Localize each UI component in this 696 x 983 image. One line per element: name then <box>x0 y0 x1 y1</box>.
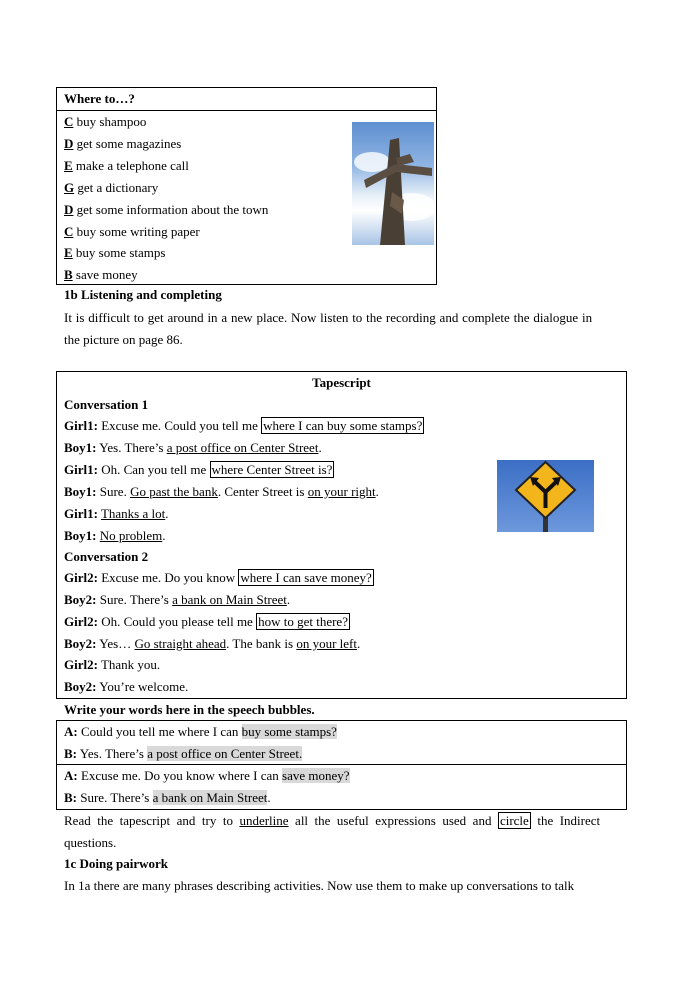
speaker-label: Boy1: <box>64 440 97 455</box>
answer-letter: C <box>64 223 74 239</box>
answer-field: buy some stamps? <box>241 724 337 739</box>
tapescript-line-7: Girl2: Excuse me. Do you know where I can save money? <box>64 570 372 585</box>
tapescript-line-11: Girl2: Thank you. <box>64 657 161 672</box>
section-1b-text-2: the picture on page 86. <box>64 332 183 347</box>
indirect-question: where Center Street is? <box>211 462 333 477</box>
section-1b-text-1: It is difficult to get around in a new place. Now listen to the recording and complete the dialogue in <box>64 310 593 325</box>
where-to-title: Where to…? <box>64 91 135 106</box>
where-to-item <box>64 224 200 240</box>
place-activity: buy shampoo <box>76 114 147 129</box>
signpost-icon <box>352 122 434 245</box>
place-activity: save money <box>75 267 138 283</box>
tapescript-line-3: Girl1: Oh. Can you tell me where Center Street is? <box>64 462 333 477</box>
signpost-photo <box>352 122 434 245</box>
speaker-label: Boy2: <box>64 636 97 651</box>
section-1b-heading: 1b Listening and completing <box>64 287 222 302</box>
instruction-line-2: questions. <box>64 835 117 850</box>
place-activity: get some magazines <box>76 135 182 151</box>
conversation-2-heading: Conversation 2 <box>64 549 149 564</box>
speaker-label: Boy2: <box>64 592 97 607</box>
where-to-item <box>64 267 138 283</box>
indirect-question: how to get there? <box>258 614 348 629</box>
answer-letter: D <box>64 135 74 151</box>
instruction-line-1: Read the tapescript and try to underline all the useful expressions used and circle the Indirect <box>64 813 601 828</box>
tapescript-title: Tapescript <box>312 375 371 390</box>
speaker-label: Girl1: <box>64 462 98 477</box>
section-1c-text-1: In 1a there are many phrases describing activities. Now use them to make up conversations to talk <box>64 878 575 893</box>
answer-letter: E <box>64 157 73 173</box>
answer-field: a bank on Main Street <box>152 790 268 805</box>
speaker-label: Girl2: <box>64 657 98 672</box>
tapescript-line-1: Girl1: Excuse me. Could you tell me where I can buy some stamps? <box>64 418 423 433</box>
fork-arrow-sign-icon <box>497 460 594 532</box>
speaker-label: Girl1: <box>64 418 98 433</box>
answer-letter: C <box>64 114 74 129</box>
tapescript-line-5: Girl1: Thanks a lot. <box>64 506 169 521</box>
where-to-item <box>64 180 158 196</box>
speaker-label: Girl2: <box>64 614 98 629</box>
where-to-item <box>64 114 146 130</box>
place-activity: make a telephone call <box>75 157 189 173</box>
answer-letter: D <box>64 201 74 217</box>
speaker-label: Boy1: <box>64 484 97 499</box>
indirect-question: where I can buy some stamps? <box>263 418 423 433</box>
place-activity: get a dictionary <box>77 179 159 195</box>
where-to-item <box>64 136 181 152</box>
speech-heading: Write your words here in the speech bubbles. <box>64 702 315 717</box>
where-to-item <box>64 245 165 261</box>
section-1c-heading: 1c Doing pairwork <box>64 856 168 871</box>
tapescript-line-6: Boy1: No problem. <box>64 528 166 543</box>
road-sign-photo <box>497 460 594 532</box>
speech-table-divider <box>56 764 627 765</box>
answer-letter: B <box>64 267 73 283</box>
tapescript-line-2: Boy1: Yes. There’s a post office on Center Street. <box>64 440 322 455</box>
tapescript-line-12: Boy2: You’re welcome. <box>64 679 189 694</box>
speech-row-4: B: Sure. There’s a bank on Main Street. <box>64 790 271 805</box>
answer-field: save money? <box>282 768 350 783</box>
speech-row-1: A: Could you tell me where I can buy some stamps? <box>64 724 337 739</box>
tapescript-line-10: Boy2: Yes… Go straight ahead. The bank is on your left. <box>64 636 361 651</box>
speech-row-2: B: Yes. There’s a post office on Center Street. <box>64 746 303 761</box>
speaker-label: Boy2: <box>64 679 97 694</box>
place-activity: get some information about the town <box>76 201 269 217</box>
tapescript-line-9: Girl2: Oh. Could you please tell me how to get there? <box>64 614 348 629</box>
where-to-item <box>64 158 189 174</box>
speaker-label: Girl2: <box>64 570 98 585</box>
where-to-item <box>64 202 268 218</box>
where-to-divider <box>56 110 437 111</box>
tapescript-line-4: Boy1: Sure. Go past the bank. Center Street is on your right. <box>64 484 379 499</box>
speaker-label: Boy1: <box>64 528 97 543</box>
place-activity: buy some writing paper <box>76 223 200 239</box>
place-activity: buy some stamps <box>75 245 166 261</box>
speech-row-3: A: Excuse me. Do you know where I can save money? <box>64 768 350 783</box>
conversation-1-heading: Conversation 1 <box>64 397 149 412</box>
indirect-question: where I can save money? <box>240 570 372 585</box>
answer-field: a post office on Center Street. <box>147 746 303 761</box>
speaker-label: Girl1: <box>64 506 98 521</box>
answer-letter: G <box>64 179 75 195</box>
answer-letter: E <box>64 245 73 261</box>
tapescript-line-8: Boy2: Sure. There’s a bank on Main Street. <box>64 592 291 607</box>
